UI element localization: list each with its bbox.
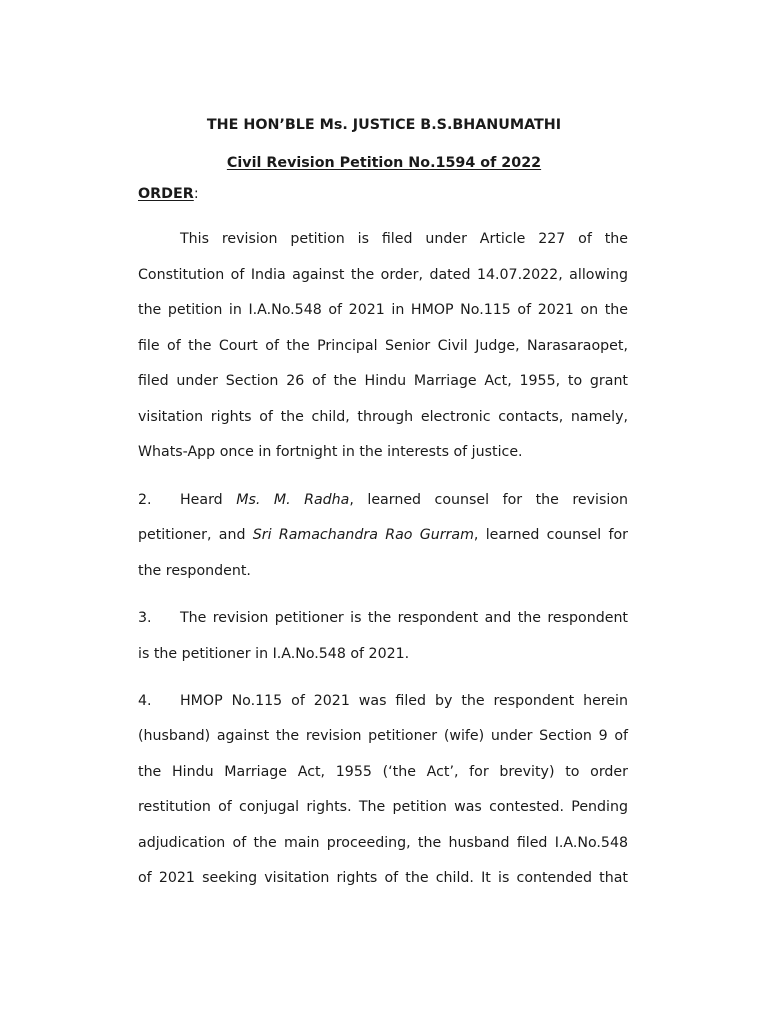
order-colon: : [193,186,199,202]
paragraph-line: Whats-App once in fortnight in the interests of justice. [138,444,523,460]
paragraph-line: the respondent. [138,563,251,579]
text-fragment: petitioner, and [138,527,253,543]
paragraph-line: of 2021 seeking visitation rights of the child. It is contended that [138,870,628,886]
paragraph-line: adjudication of the main proceeding, the husband filed I.A.No.548 [138,835,628,851]
paragraph-text: HMOP No.115 of 2021 was filed by the respondent herein [180,693,628,709]
paragraph-number: 4. [138,693,152,709]
paragraph-line: filed under Section 26 of the Hindu Marriage Act, 1955, to grant [138,373,628,389]
counsel-name-petitioner: Ms. M. Radha [236,492,350,508]
paragraph-number: 3. [138,610,152,626]
paragraph-line: (husband) against the revision petitioner (wife) under Section 9 of [138,728,628,744]
text-fragment: , learned counsel for [473,527,628,543]
text-fragment: Heard [180,492,237,508]
paragraph-text: The revision petitioner is the respondent and the respondent [180,610,628,626]
order-label: ORDER [138,186,194,202]
case-title: Civil Revision Petition No.1594 of 2022 [226,155,542,171]
order-heading [138,186,199,202]
paragraph-line [138,491,628,509]
paragraph-number: 2. [138,492,152,508]
paragraph-line [138,692,628,710]
paragraph-line [138,609,628,627]
judge-title: THE HON’BLE Ms. JUSTICE B.S.BHANUMATHI [206,117,562,133]
counsel-name-respondent: Sri Ramachandra Rao Gurram [252,527,474,543]
text-fragment: , learned counsel for the revision [349,492,628,508]
paragraph-line: is the petitioner in I.A.No.548 of 2021. [138,646,410,662]
paragraph-line: the Hindu Marriage Act, 1955 (‘the Act’, for brevity) to order [138,764,628,780]
paragraph-line: restitution of conjugal rights. The petition was contested. Pending [138,799,628,815]
paragraph-text [180,491,628,509]
paragraph-line: file of the Court of the Principal Senior Civil Judge, Narasaraopet, [138,338,628,354]
paragraph-line: Constitution of India against the order, dated 14.07.2022, allowing [138,267,628,283]
paragraph-line: visitation rights of the child, through electronic contacts, namely, [138,409,628,425]
paragraph-line: This revision petition is filed under Article 227 of the [180,231,628,247]
paragraph-line: the petition in I.A.No.548 of 2021 in HMOP No.115 of 2021 on the [138,302,628,318]
paragraph-line [138,526,628,544]
